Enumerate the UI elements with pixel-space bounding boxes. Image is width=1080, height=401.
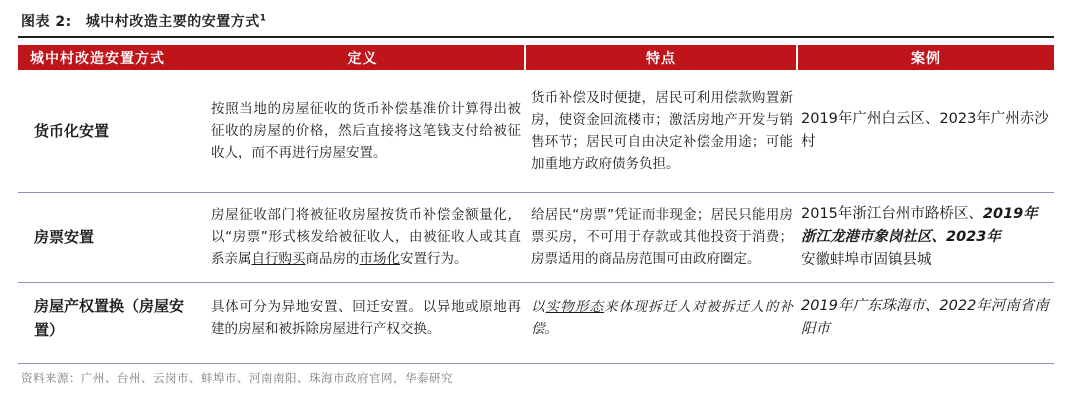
table-row	[18, 282, 1054, 354]
method-name: 房票安置	[34, 228, 95, 246]
definition-text: 商品房的	[305, 251, 360, 267]
header-features: 特点	[525, 45, 797, 70]
table-header-row	[18, 45, 1054, 70]
table-row	[18, 192, 1054, 282]
table-row	[18, 70, 1054, 192]
case-text: 安徽蚌埠市固镇县城	[801, 251, 932, 268]
method-name: 房屋产权置换（房屋安置）	[34, 297, 185, 340]
features-text: 来体现拆迁人对被拆迁人的补偿。	[531, 299, 794, 338]
definition-text: 房屋征收部门将被征收房屋按货币补偿金额量化，以“房票”形式核发给被征收人，由被征收人或其直系亲属	[211, 207, 521, 267]
case-cell	[797, 192, 1054, 282]
figure-number: 图表 2:	[21, 14, 72, 30]
features-underlined-text: 实物形态	[545, 299, 605, 316]
case-text: 2019年浙江龙港市象岗社区、2023年	[801, 205, 1038, 245]
footnote-mark: 1	[259, 13, 267, 24]
title-divider	[18, 36, 1054, 38]
definition-underlined-text: 市场化	[359, 251, 400, 267]
definition-cell	[201, 192, 525, 282]
bottom-divider	[18, 363, 1054, 364]
features-text: 以	[531, 299, 546, 316]
features-cell	[525, 282, 797, 354]
header-definition: 定义	[201, 45, 525, 70]
features-cell: 货币补偿及时便捷，居民可利用偿款购置新房，使资金回流楼市；激活房地产开发与销售环节；居民可自由决定补偿金用途；可能加重地方政府债务负担。	[531, 89, 793, 172]
method-name: 货币化安置	[34, 121, 110, 140]
definition-text: 安置行为。	[400, 251, 468, 267]
source-note: 资料来源：广州、台州、云岗市、蚌埠市、河南南阳、珠海市政府官网，华泰研究	[21, 371, 453, 385]
figure-title-text: 城中村改造主要的安置方式	[85, 14, 260, 30]
definition-cell: 按照当地的房屋征收的货币补偿基准价计算得出被征收的房屋的价格，然后直接将这笔钱支付给被征收人，而不再进行房屋安置。	[211, 100, 521, 161]
header-method: 城中村改造安置方式	[18, 45, 201, 70]
features-cell: 给居民“房票”凭证而非现金；居民只能用房票买房，不可用于存款或其他投资于消费；房票适用的商品房范围可由政府圈定。	[531, 207, 793, 267]
figure-title	[21, 11, 266, 31]
definition-underlined-text: 自行购买	[251, 251, 306, 267]
case-cell: 2019年广东珠海市、2022年河南省南阳市	[801, 298, 1049, 338]
resettlement-table	[18, 45, 1054, 354]
header-cases: 案例	[797, 45, 1054, 70]
case-cell: 2019年广州白云区、2023年广州赤沙村	[801, 110, 1049, 150]
definition-cell: 具体可分为异地安置、回迁安置。以异地或原地再建的房屋和被拆除房屋进行产权交换。	[211, 299, 521, 338]
case-text: 2015年浙江台州市路桥区、	[801, 205, 983, 222]
